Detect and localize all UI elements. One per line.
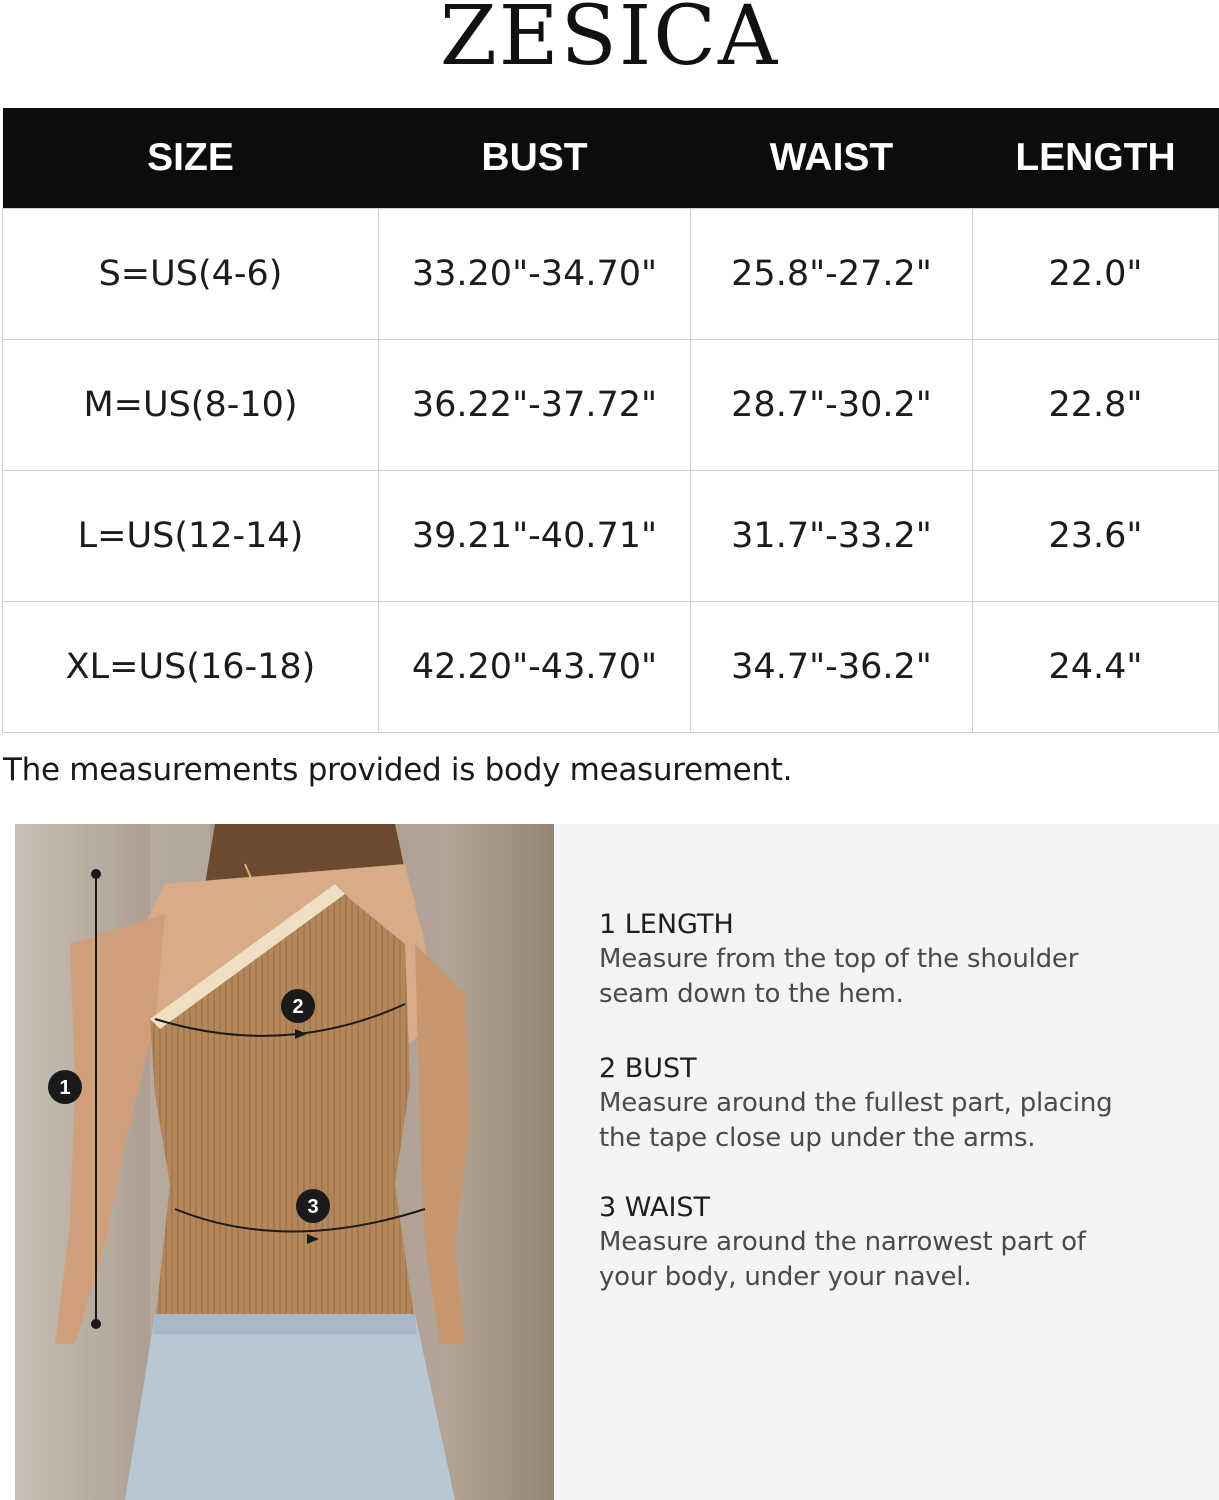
model-illustration [15, 824, 554, 1500]
cell-size: M=US(8-10) [3, 340, 379, 471]
guide-bust-title: 2 BUST [599, 1053, 697, 1084]
size-chart-table [2, 108, 1219, 733]
guide-waist-title: 3 WAIST [599, 1192, 711, 1223]
table-row [3, 602, 1219, 733]
cell-size: L=US(12-14) [3, 471, 379, 602]
model-photo [15, 824, 554, 1500]
cell-waist: 28.7"-30.2" [691, 340, 973, 471]
guide-length-desc-line1: Measure from the top of the shoulder [599, 944, 1079, 974]
jeans [125, 1314, 455, 1500]
header-waist: WAIST [691, 108, 973, 209]
cell-size: XL=US(16-18) [3, 602, 379, 733]
cell-length: 23.6" [973, 471, 1219, 602]
cell-size: S=US(4-6) [3, 209, 379, 340]
table-row [3, 471, 1219, 602]
guide-length-title: 1 LENGTH [599, 909, 734, 940]
cell-length: 24.4" [973, 602, 1219, 733]
table-header-row [3, 108, 1219, 209]
guide-bust-desc-line2: the tape close up under the arms. [599, 1123, 1036, 1153]
cell-bust: 36.22"-37.72" [379, 340, 691, 471]
guide-length [599, 908, 1199, 1012]
cell-length: 22.8" [973, 340, 1219, 471]
cell-bust: 42.20"-43.70" [379, 602, 691, 733]
cell-length: 22.0" [973, 209, 1219, 340]
marker-2 [281, 989, 315, 1023]
table-row [3, 209, 1219, 340]
table-row [3, 340, 1219, 471]
length-top-dot [91, 869, 101, 879]
cell-waist: 34.7"-36.2" [691, 602, 973, 733]
marker-2-label: 2 [292, 996, 304, 1018]
marker-3-label: 3 [307, 1196, 319, 1218]
guide-bust-desc-line1: Measure around the fullest part, placing [599, 1088, 1113, 1118]
marker-3 [296, 1189, 330, 1223]
cell-waist: 31.7"-33.2" [691, 471, 973, 602]
measurement-note: The measurements provided is body measurement. [3, 752, 793, 788]
guide-length-desc-line2: seam down to the hem. [599, 979, 904, 1009]
header-bust: BUST [379, 108, 691, 209]
cell-waist: 25.8"-27.2" [691, 209, 973, 340]
marker-1-label: 1 [59, 1077, 71, 1099]
guide-waist [599, 1191, 1199, 1295]
brand-logo: ZESICA [439, 0, 780, 84]
length-bottom-dot [91, 1319, 101, 1329]
guide-waist-desc-line2: your body, under your navel. [599, 1262, 972, 1292]
guide-waist-desc-line1: Measure around the narrowest part of [599, 1227, 1086, 1257]
cell-bust: 39.21"-40.71" [379, 471, 691, 602]
header-length: LENGTH [973, 108, 1219, 209]
measurement-guide [554, 824, 1219, 1500]
jeans-waistband [153, 1314, 417, 1334]
cell-bust: 33.20"-34.70" [379, 209, 691, 340]
header-size: SIZE [3, 108, 379, 209]
guide-bust [599, 1052, 1199, 1156]
marker-1 [48, 1070, 82, 1104]
